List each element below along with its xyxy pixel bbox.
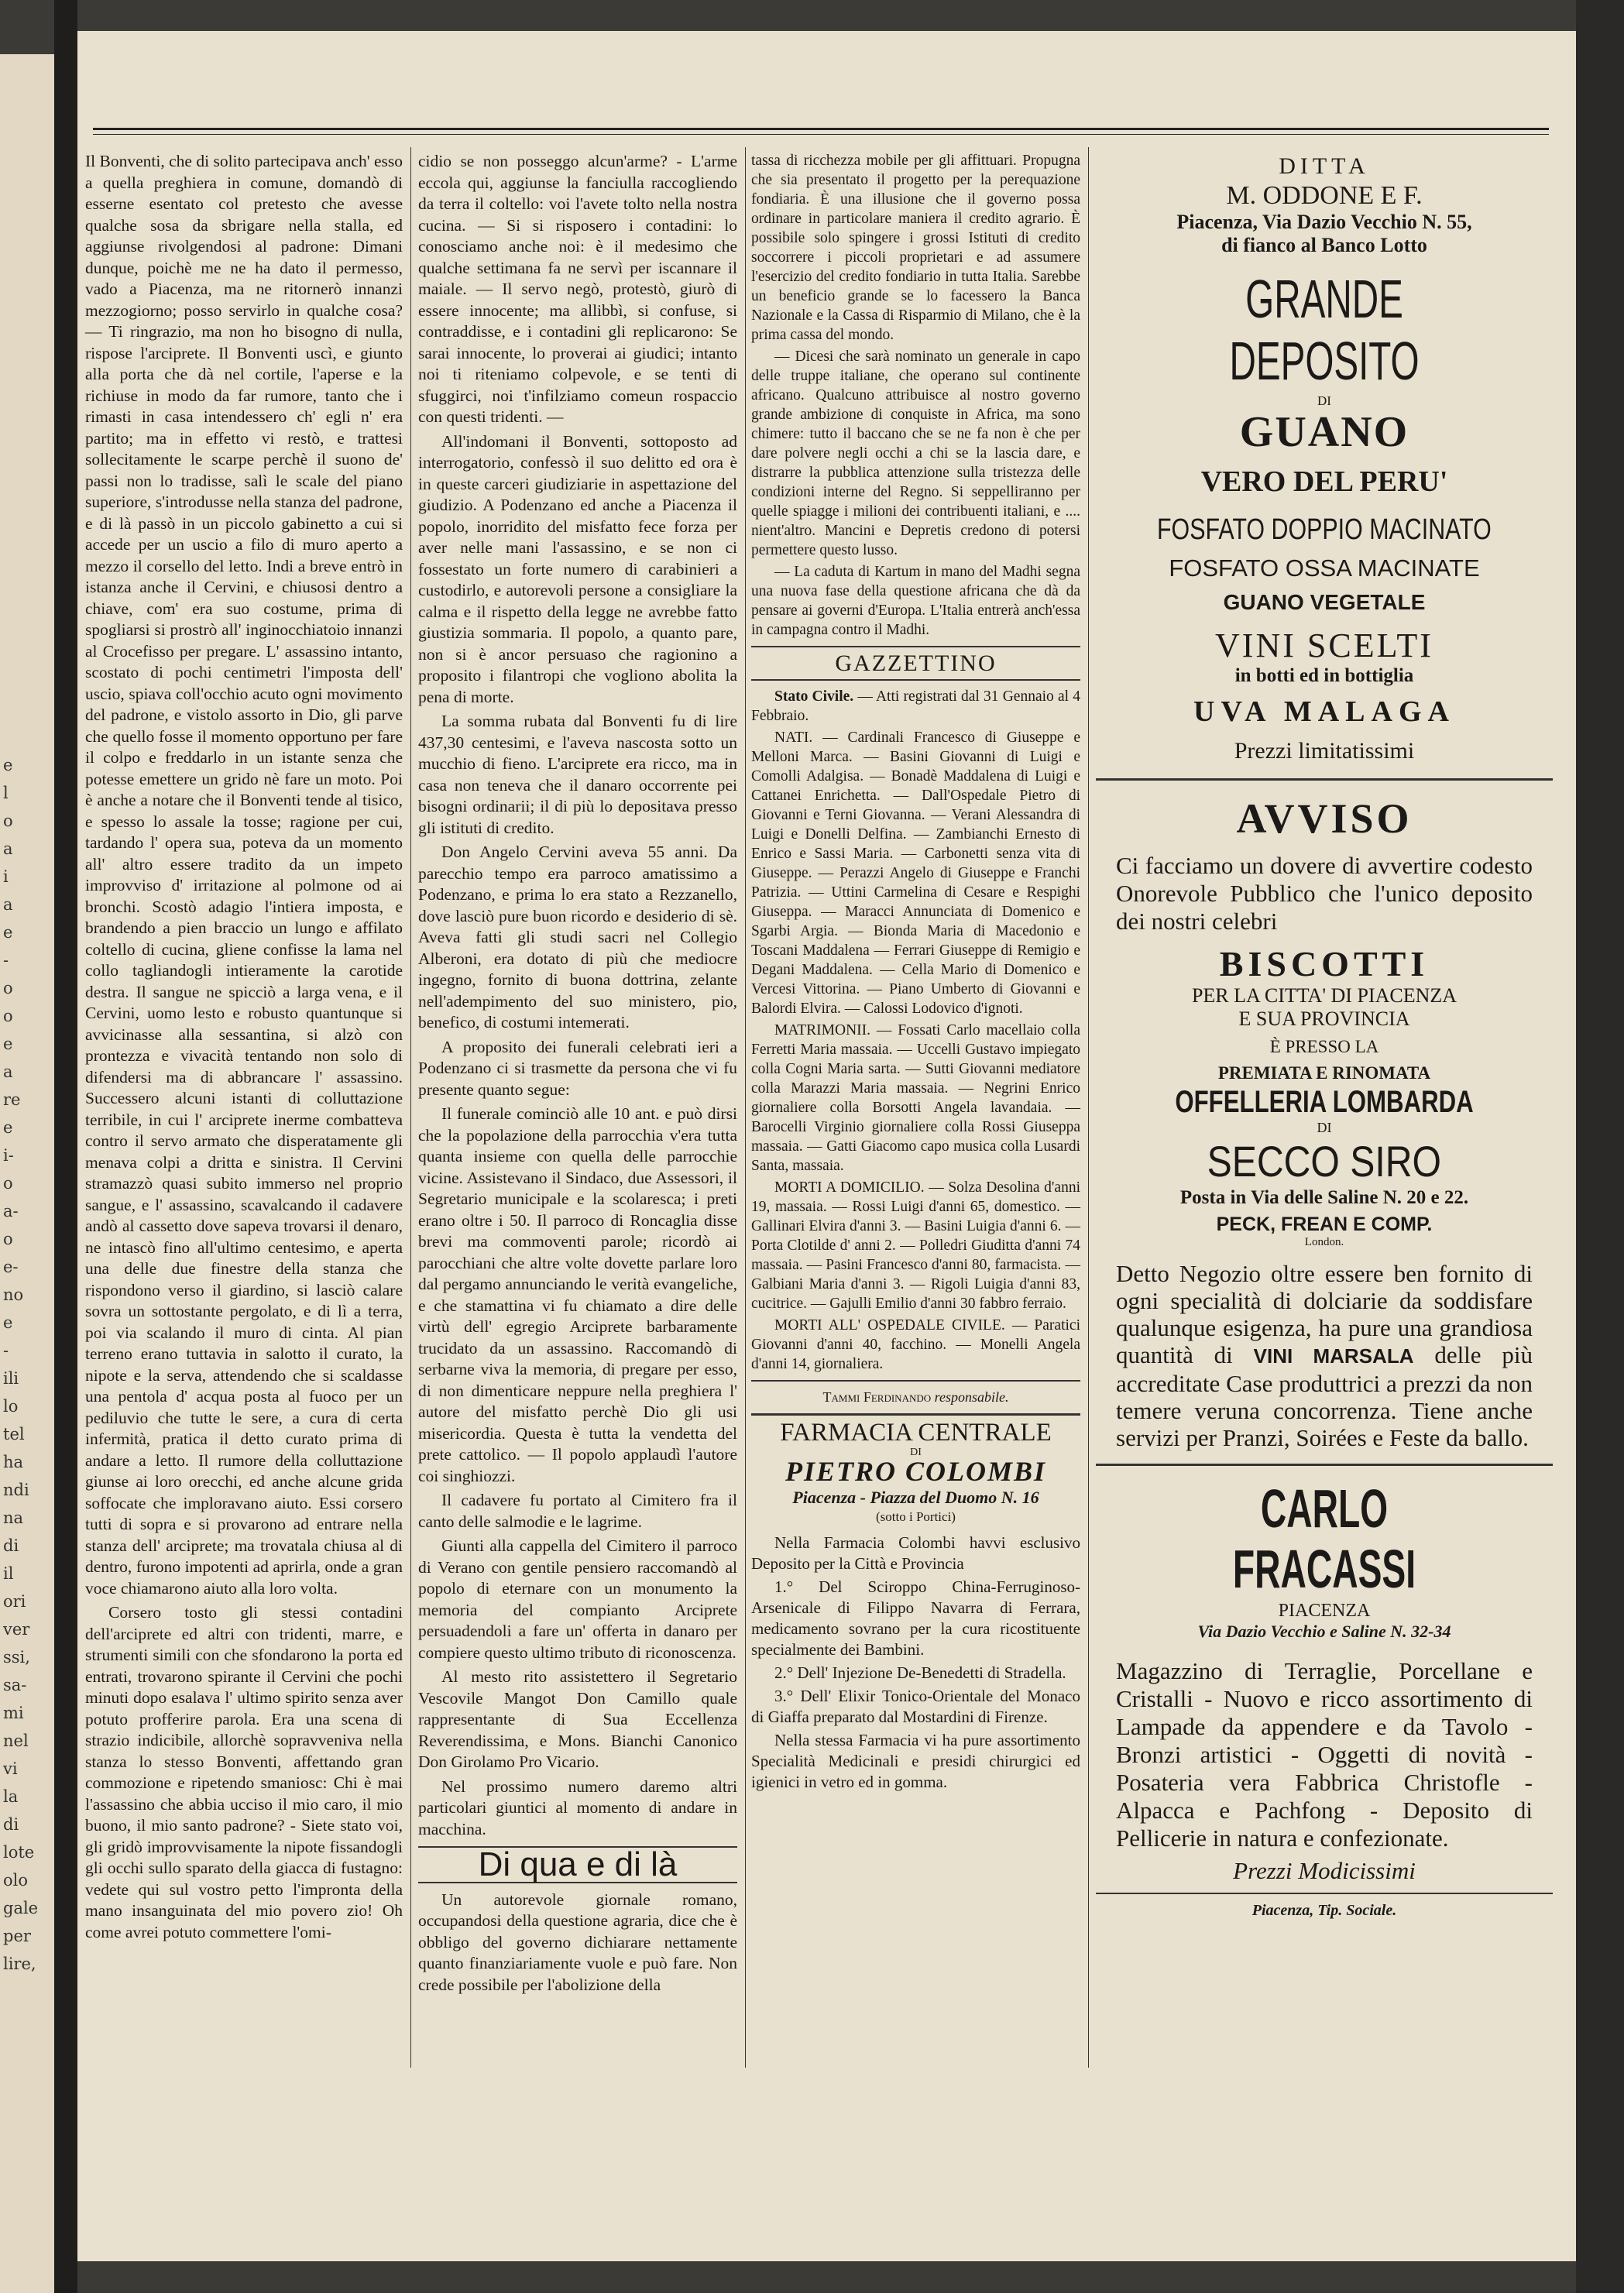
- ad-prezzi-modicissimi: Prezzi Modicissimi: [1233, 1857, 1416, 1884]
- ad-presso: È PRESSO LA: [1269, 1037, 1379, 1056]
- article-paragraph: Il cadavere fu portato al Cimitero fra il canto delle salmodie e le lagrime.: [418, 1491, 737, 1531]
- ad-piacenza: PIACENZA: [1278, 1601, 1371, 1621]
- article-paragraph: A proposito dei funerali celebrati ieri a Podenzano ci si trasmette da persona che vi fu presente quanto segue:: [418, 1037, 737, 1099]
- ad-address: Piacenza, Via Dazio Vecchio N. 55,: [1176, 211, 1472, 233]
- adjacent-page-fragment: lote: [3, 1843, 35, 1862]
- article-paragraph: Il funerale cominciò alle 10 ant. e può dirsi che la popolazione della parrocchia v'era tutta quanta insieme con quella delle parrocchie vicine. Assistevano il Sindaco, due Assessori, il Segretario municipale e la scolaresca; i preti erano oltre i 50. Il parroco di Roncaglia disse brevi ma commoventi parole; ricordò ai parocchiani che altre volte dovette parlare loro dal pergamo annunciando le verità evangeliche, e che stamattina vi fu chiamato a dire delle virtù dell' egregio Arciprete barbaramente trucidato da un assassino. Raccomandò di serbarne viva la memoria, di pregare per esso, di non dimenticare neppure nella preghiera l' autore del misfatto perchè Dio gli usi misericordia. Questa è tutta la vendetta del prete cattolico. — Il popolo applaudì l'autore coi singhiozzi.: [418, 1104, 737, 1485]
- adjacent-page-fragment: a: [3, 1062, 13, 1081]
- adjacent-page-fragment: di: [3, 1815, 19, 1834]
- column-divider: [745, 147, 746, 2068]
- adjacent-page-fragment: gale: [3, 1899, 39, 1917]
- ad-vini-scelti: VINI SCELTI: [1215, 626, 1433, 664]
- adjacent-page-fragment: per: [3, 1927, 31, 1945]
- top-rule: [93, 128, 1549, 130]
- adjacent-page-fragment: vi: [3, 1759, 18, 1778]
- section-rule: [751, 1380, 1080, 1382]
- ad-address: di fianco al Banco Lotto: [1221, 234, 1427, 256]
- pharmacy-paragraph: Nella stessa Farmacia vi ha pure assortimento Specialità Medicinali e presidi chirurgici ed igienici in vetro ed in gomma.: [751, 1731, 1080, 1791]
- ad-peck: PECK, FREAN E COMP.: [1216, 1213, 1433, 1235]
- ad-offelleria: OFFELLERIA LOMBARDA: [1175, 1085, 1474, 1119]
- adjacent-page-edge: [0, 54, 54, 2293]
- article-paragraph: Il Bonventi, che di solito partecipava anch' esso a quella preghiera in comune, domandò di esserne esentato col pretesto che avesse qualche sosa da sbrigare nella stalla, ed aggiunse rivolgendosi al padrone: Dimani dunque, poichè me ne ha dato il permesso, vado a Piacenza, ma ne ritornerò innanzi mezzogiorno; posso servirlo in qualche cosa? — Ti ringrazio, ma non ho bisogno di nulla, rispose l'arciprete. Il Bonventi uscì, e giunto alla porta che dà nel cortile, l'aperse e la richiuse in modo da far rumore, tanto che i rimasti in casa intendessero ch' egli n' era partito; ma in effetto vi restò, e trattesi sollecitamente le scarpe perchè il suono de' passi non lo tradisse, salì le scale del piano superiore, s'introdusse nella stanza del padrone, e di là passò in un piccolo gabinetto a cui si accede per un uscio a filo di muro aperto a mezzo il corsello del letto. Indi a breve entrò in istanza anche il Cervini, e chiusosi dentro a chiave, com' era suo costume, prima di spogliarsi si prostrò all' inginocchiatoio innanzi al Crocefisso per pregare. L' assassino intanto, scostato di pochi centimetri l'imposta dell' uscio, spiava coll'occhio acuto ogni movimento del padrone, e vistolo assorto in Dio, gli parve che quello fosse il momento opportuno per fare il colpo e freddarlo in un istante senza che potesse emettere un grido nè fare un moto. Poi è anche a notare che il Bonventi tende al tisico, e spesso lo assale la tosse; ragione per cui, tardando l' opera sua, poteva da un momento all' altro essere tradito da un impeto improvviso d' irritazione al polmone od ai bronchi. Scostò adagio l'intiera imposta, e brandendo a pien braccio un lungo e affilato coltello di cucina, gliene confisse la lama nel collo tagliandogli intieramente la carotide destra. Il sangue ne spicciò a larga vena, e il Cervini, uomo lesto e robusto quantunque si avvicinasse alla sessantina, si alzò con prontezza e vivacità tentando non solo di difendersi ma di abbrancare l' assassino. Successero alcuni istanti di colluttazione terribile, in cui l' arciprete inerme combatteva contro il servo armato che disperatamente gli menava colpi a dritta e sinistra. Il Cervini stramazzò quasi subito immerso nel proprio sangue, e l' assassino, scavalcando il cadavere andò al cassetto dove sapeva trovarsi il denaro, ne intascò fino all'ultimo centesimo, e aperta una delle due finestre della stanza che rispondono verso il giardino, si lasciò calare sovra un sottostante pergolato, e di lì a terra, poi via scalando il muro di cinta. Al pian terreno erano tuttavia in salotto il curato, la nipote e la serva, attendendo che si scaldasse una pentola d' acqua posta al fuoco per un pediluvio che tutte le sere, a cura di certa infermità, pratica il detto curato prima di andare a letto. Il rumore della colluttazione giunse ai loro orecchi, ed anche alcune grida soffocate che imploravano aiuto. Essi corsero tutti di sopra e si provarono ad entrare nella stanza dell' arciprete; ma trovatala chiusa al di dentro, furono impotenti ad aprirla, onde a gran voce chiamarono aiuto alla loro volta.: [85, 152, 403, 1598]
- ad-rule: [1096, 1893, 1553, 1894]
- column-divider: [410, 147, 411, 2068]
- ad-tipografia: Piacenza, Tip. Sociale.: [1251, 1902, 1397, 1919]
- pharmacy-item: 1.° Del Sciroppo China-Ferruginoso-Arsenicale di Filippo Navarra di Ferrara, medicamento sovrano per la cura ricostituente specialmente dei Bambini.: [751, 1577, 1080, 1659]
- ad-posta: Posta in Via delle Saline N. 20 e 22.: [1179, 1187, 1469, 1208]
- adjacent-page-fragment: no: [3, 1286, 24, 1304]
- adjacent-page-fragment: ha: [3, 1453, 24, 1471]
- adjacent-page-fragment: o: [3, 1174, 13, 1193]
- ad-guano-vegetale: GUANO VEGETALE: [1223, 590, 1426, 614]
- adjacent-page-fragment: a: [3, 895, 13, 914]
- ad-rule: [1096, 778, 1553, 781]
- adjacent-page-fragment: e: [3, 756, 13, 774]
- adjacent-page-fragment: ili: [3, 1369, 19, 1388]
- article-paragraph: All'indomani il Bonventi, sottoposto ad interrogatorio, confessò il suo delitto ed ora è in queste carceri giudiziarie in aspettazione del giudizio. A Podenzano ed anche a Piacenza il popolo, inorridito del misfatto fece forza per aver nelle mani l'assassino, e se non ci fossestato un forte numero di carabinieri a custodirlo, e autorevoli persone a consigliare la calma e il rispetto della legge ne avrebbe fatto giustizia sommaria. Il popolo, a quanto pare, non si è ancor persuaso che ragionino a proposito i filantropi che vogliono abolita la pena di morte.: [418, 431, 737, 706]
- column-divider: [1088, 147, 1089, 2068]
- adjacent-page-fragment: sa-: [3, 1676, 27, 1694]
- column-1: [85, 151, 403, 1946]
- adjacent-page-fragment: o: [3, 1230, 13, 1248]
- column-2: [418, 151, 737, 1999]
- article-paragraph: Corsero tosto gli stessi contadini dell'arciprete ed altri con tridenti, marre, e strumenti simili con che sfondarono la porta ed entrati, trovarono spirante il Cervini che pochi minuti dopo esalava l' ultimo spirito senza aver potuto profferire parola. Era una scena di strazio indicibile, allorchè sopravveniva nella stanza lo stesso Bonventi, affettando gran commozione e ripetendo smaniosc: Chi è mai l'assassino che abbia ucciso il mio caro, il mio buono, il mio santo padrone? - Siete stato voi, gli gridò improvvisamente la nipote fissandogli gli occhi sullo sparato della giacca di fustagno: vedete qui sul vostro petto l'impronta della mano insanguinata del mio povero zio! Oh come avrei potuto commettere l'omi-: [85, 1603, 403, 1941]
- adjacent-page-fragment: lire,: [3, 1955, 36, 1973]
- page-edge-dark: [1576, 0, 1624, 2293]
- section-rule: [751, 646, 1080, 647]
- ad-ditta: DITTA: [1279, 153, 1370, 179]
- adjacent-page-fragment: ssi,: [3, 1648, 30, 1667]
- ad-grande-deposito: GRANDE DEPOSITO: [1229, 269, 1420, 391]
- ad-di: DI: [1317, 393, 1331, 408]
- article-paragraph: Al mesto rito assistettero il Segretario Vescovile Mangot Don Camillo quale rappresentante di Sua Eccellenza Reverendissima, e Mons. Bianchi Canonico Don Girolamo Pro Vicario.: [418, 1667, 737, 1771]
- adjacent-page-fragment: na: [3, 1509, 24, 1527]
- article-paragraph: La somma rubata dal Bonventi fu di lire 437,30 centesimi, e l'aveva nascosta sotto un mucchio di fieno. L'arciprete era ricco, ma in casa non teneva che il danaro occorrente pei bisogni ordinarii; il di più lo depositava presso gli istituti di credito.: [418, 712, 737, 837]
- ad-negozio-part: Detto Negozio oltre essere ben fornito di ogni specialità di dolciarie da soddisfare qualunque esigenza, ha pure una grandiosa quantità di: [1116, 1260, 1533, 1368]
- article-paragraph: cidio se non posseggo alcun'arme? - L'arme eccola qui, aggiunse la fanciulla raccogliendo da terra il coltello: voi l'avete tolto nella nostra cucina. — Si si risposero i contadini: lo conosciamo anche noi: è il medesimo che qualche settimana fa ne servì per iscannare il maiale. — Il servo negò, protestò, giurò di essere innocente; ma allibbì, si confuse, si contraddisse, e i contadini gli replicarono: Se sarai innocente, lo proverai ai giudici; intanto noi ti riteniamo colpevole, e se tenti di sfuggirci, noi t'infilziamo comeun rospaccio con questi tridenti. —: [418, 152, 737, 426]
- ad-uva-malaga: UVA MALAGA: [1193, 695, 1455, 728]
- article-paragraph: Un autorevole giornale romano, occupandosi della questione agraria, dice che è obbligo del governo dichiarare nettamente quanto finanziariamente vuole e può fare. Non crede possibile per l'abolizione della: [418, 1890, 737, 1994]
- pharmacy-di: DI: [910, 1447, 922, 1458]
- gazzettino-paragraph: MORTI A DOMICILIO. — Solza Desolina d'anni 19, massaia. — Rossi Luigi d'anni 65, domestico. — Gallinari Elvira d'anni 3. — Basini Luigia d'anni 6. — Porta Clotilde d' anni 2. — Polledri Giuditta d'anni 74 massaia. — Pasini Francesco d'anni 80, farmacista. — Galbiani Maria d'anni 3. — Rigoli Luigia d'anni 83, cucitrice. — Gajulli Emilio d'anni 30 fabbro ferraio.: [751, 1179, 1080, 1312]
- pharmacy-title: FARMACIA CENTRALE: [780, 1419, 1052, 1447]
- ad-via-dazio: Via Dazio Vecchio e Saline N. 32-34: [1197, 1622, 1451, 1641]
- ad-vini-marsala: VINI MARSALA: [1253, 1344, 1414, 1368]
- adjacent-page-fragment: nel: [3, 1732, 29, 1750]
- ad-secco-siro: SECCO SIRO: [1207, 1137, 1442, 1186]
- responsible-line: [751, 1388, 1080, 1407]
- adjacent-page-fragment: i-: [3, 1146, 14, 1165]
- article-paragraph: Nel prossimo numero daremo altri particolari giuntici al momento di andare in macchina.: [418, 1776, 737, 1838]
- responsible-role: responsabile.: [934, 1389, 1009, 1405]
- gazzettino-text: — Atti registrati dal 31 Gennaio al 4 Febbraio.: [751, 688, 1081, 724]
- section-heading: Di qua e di là: [478, 1845, 678, 1883]
- article-paragraph: tassa di ricchezza mobile per gli affittuari. Propugna che sia presentato il progetto per la perequazione fondiaria. È una illusione che il governo possa ordinare in particolare maniera il credito agrario. È possibile solo spingere i grossi Istituti di credito soccorrere i piccoli proprietari e ad assumere l'esercizio del credito fondiario in tutta Italia. Sarebbe un beneficio grande se lo facessero la Banca Nazionale e la Cassa di Risparmio di Milano, che è la prima cassa del mondo.: [751, 153, 1080, 343]
- ad-fosfato-ossa: FOSFATO OSSA MACINATE: [1169, 554, 1480, 582]
- column-3: [751, 151, 1080, 1795]
- newspaper-page: [77, 31, 1576, 2261]
- adjacent-page-fragment: e: [3, 923, 13, 942]
- adjacent-page-fragment: ori: [3, 1592, 26, 1611]
- adjacent-page-fragment: a: [3, 839, 13, 858]
- adjacent-page-fragment: e: [3, 1035, 13, 1053]
- adjacent-page-fragment: mi: [3, 1704, 24, 1722]
- article-paragraph: — La caduta di Kartum in mano del Madhi segna una nuova fase della questione africana che dà da pensare ai governi d'Europa. L'Italia entrerà anch'essa in campagna contro il Madhi.: [751, 564, 1080, 638]
- ad-guano: GUANO: [1239, 408, 1409, 456]
- ad-prezzi: Prezzi limitatissimi: [1234, 738, 1415, 764]
- adjacent-page-fragment: o: [3, 979, 13, 997]
- adjacent-page-fragment: tel: [3, 1425, 25, 1443]
- article-paragraph: — Dicesi che sarà nominato un generale in capo delle truppe italiane, che operano sul continente africano. Qualcuno attribuisce al nostro governo grande ambizione di conquiste in Africa, ma sono chimere: tutto il baccano che se ne fa non è che per dare polvere negli occhi a chi se la lascia dare, e distrarre la pubblica attenzione sulla tristezza delle condizioni interne del Regno. Si seppelliranno per quelle spiagge i milioni dei contribuenti italiani, e .... nient'altro. Mancini e Depretis credono di potersi permettere questo lusso.: [751, 348, 1080, 558]
- ad-avviso-text: Ci facciamo un dovere di avvertire codesto Onorevole Pubblico che l'unico deposito dei nostri celebri: [1116, 852, 1533, 935]
- ad-per-citta: PER LA CITTA' DI PIACENZA: [1191, 984, 1457, 1007]
- pharmacy-sub: (sotto i Portici): [876, 1509, 956, 1524]
- book-binding: [54, 0, 77, 2293]
- pharmacy-item: 2.° Dell' Injezione De-Benedetti di Stradella.: [774, 1663, 1066, 1682]
- ad-fosfato: FOSFATO DOPPIO MACINATO: [1157, 513, 1492, 546]
- section-rule: [751, 1413, 1080, 1416]
- article-paragraph: Giunti alla cappella del Cimitero il parroco di Verano con gentile pensiero raccomandò al popolo di eternare con un monumento la memoria del compianto Arciprete persuadendoli a fare un' offerta in danaro per compiere questo ultimo tributo di riconoscenza.: [418, 1536, 737, 1662]
- adjacent-page-fragment: a-: [3, 1202, 19, 1220]
- ad-rule: [1096, 1464, 1553, 1466]
- ad-magazzino-text: Magazzino di Terraglie, Porcellane e Cristalli - Nuovo e ricco assortimento di Lampade da appendere e da Tavolo - Bronzi artistici - Oggetti di novità - Posateria vera Fabbrica Christofle - Alpacca e Pachfong - Deposito di Pellicerie in natura e confezionate.: [1116, 1657, 1533, 1852]
- ad-negozio-text: [1116, 1260, 1533, 1451]
- adjacent-page-fragment: e-: [3, 1258, 19, 1276]
- pharmacy-name: PIETRO COLOMBI: [785, 1456, 1047, 1487]
- adjacent-page-fragment: o: [3, 1007, 13, 1025]
- pharmacy-address: Piacenza - Piazza del Duomo N. 16: [792, 1488, 1039, 1507]
- ads-column: [1096, 147, 1553, 1920]
- adjacent-page-fragment: o: [3, 812, 13, 830]
- gazzettino-paragraph: [751, 687, 1080, 726]
- pharmacy-paragraph: Nella Farmacia Colombi havvi esclusivo Deposito per la Città e Provincia: [751, 1533, 1080, 1573]
- adjacent-page-fragment: il: [3, 1564, 14, 1583]
- responsible-name: Tammi Ferdinando: [822, 1389, 932, 1405]
- ad-vero-peru: VERO DEL PERU': [1200, 465, 1448, 498]
- ad-botti: in botti ed in bottiglia: [1234, 665, 1414, 686]
- adjacent-page-fragment: -: [3, 1341, 9, 1360]
- section-heading: GAZZETTINO: [835, 650, 997, 676]
- adjacent-page-fragment: i: [3, 867, 9, 886]
- adjacent-page-fragment: olo: [3, 1871, 29, 1890]
- adjacent-page-fragment: -: [3, 951, 9, 970]
- adjacent-page-fragment: re: [3, 1090, 21, 1109]
- top-rule-thin: [93, 134, 1549, 135]
- ad-premiata: PREMIATA E RINOMATA: [1217, 1063, 1431, 1083]
- adjacent-page-fragment: ndi: [3, 1481, 29, 1499]
- pharmacy-item: 3.° Dell' Elixir Tonico-Orientale del Monaco di Giaffa preparato dal Mostardini di Firenze.: [751, 1687, 1080, 1726]
- gazzettino-paragraph: MATRIMONII. — Fossati Carlo macellaio colla Ferretti Maria massaia. — Uccelli Gustavo impiegato colla Cogni Maria sarta. — Sutti Giovanni mediatore colla Marazzi Maria massaia. — Negrini Enrico giornaliere colla Borsotti Angela lavandaia. — Barocelli Virginio giornaliere colla Rossi Giuseppa massaia. — Gatti Giacomo capo musica colla Lusardi Santa, massaia.: [751, 1022, 1080, 1174]
- gazzettino-paragraph: MORTI ALL' OSPEDALE CIVILE. — Paratici Giovanni d'anni 40, facchino. — Monelli Angela d'anni 14, giornaliera.: [751, 1317, 1080, 1372]
- gazzettino-paragraph: NATI. — Cardinali Francesco di Giuseppe e Melloni Marca. — Basini Giovanni di Luigi e Comolli Adalgisa. — Bonadè Maddalena di Luigi e Cattanei Enrichetta. — Dall'Ospedale Pietro di Giovanni e Terni Giovanna. — Verani Alessandra di Luigi e Donelli Delfina. — Zambianchi Ernesto di Enrico e Sassi Maria. — Carbonetti senza vita di Giuseppe. — Perazzi Angelo di Giuseppe e Franchi Patrizia. — Uttini Carmelina di Cesare e Respighi Giuseppa. — Maracci Annunciata di Domenico e Sgarbi Argia. — Bionda Maria di Macedonio e Toscani Maddalena — Ferrari Giuseppe di Remigio e Degani Maddalena. — Cella Mario di Domenico e Vercesi Vittorina. — Piano Umberto di Giovanni e Balordi Elvira. — Calossi Lodovico d'ignoti.: [751, 729, 1080, 1017]
- ad-negozio-part: delle più accreditate Case produttrici a prezzi da non temere veruna concorrenza. Tiene anche servizi per Pranzi, Soirées e Feste da ballo.: [1116, 1341, 1533, 1451]
- adjacent-page-fragment: e: [3, 1118, 13, 1137]
- adjacent-page-fragment: ver: [3, 1620, 30, 1639]
- adjacent-page-fragment: la: [3, 1787, 19, 1806]
- adjacent-page-fragment: di: [3, 1536, 19, 1555]
- adjacent-page-fragment: e: [3, 1313, 13, 1332]
- ad-oddone: M. ODDONE E F.: [1226, 181, 1423, 210]
- ad-avviso: AVVISO: [1236, 795, 1413, 842]
- ad-biscotti: BISCOTTI: [1219, 944, 1430, 983]
- article-paragraph: Don Angelo Cervini aveva 55 anni. Da parecchio tempo era parroco amatissimo a Podenzano, e prima lo era stato a Rezzanello, dove lasciò pure buon ricordo e desiderio di sè. Aveva fatti gli studi sacri nel Collegio Alberoni, era dotato di più che mediocre ingegno, fornito di buona dottrina, zelante nell'adempimento del suo ministero, pio, benefico, di costumi intemerati.: [418, 843, 737, 1032]
- ad-di2: DI: [1317, 1120, 1332, 1135]
- adjacent-page-fragment: l: [3, 784, 9, 802]
- section-rule: [751, 679, 1080, 681]
- ad-london: London.: [1304, 1236, 1344, 1248]
- ad-provincia: E SUA PROVINCIA: [1238, 1007, 1410, 1030]
- gazzettino-lead: Stato Civile.: [774, 688, 854, 705]
- adjacent-page-fragment: lo: [3, 1397, 19, 1416]
- ad-carlo-fracassi: CARLO FRACASSI: [1232, 1478, 1416, 1599]
